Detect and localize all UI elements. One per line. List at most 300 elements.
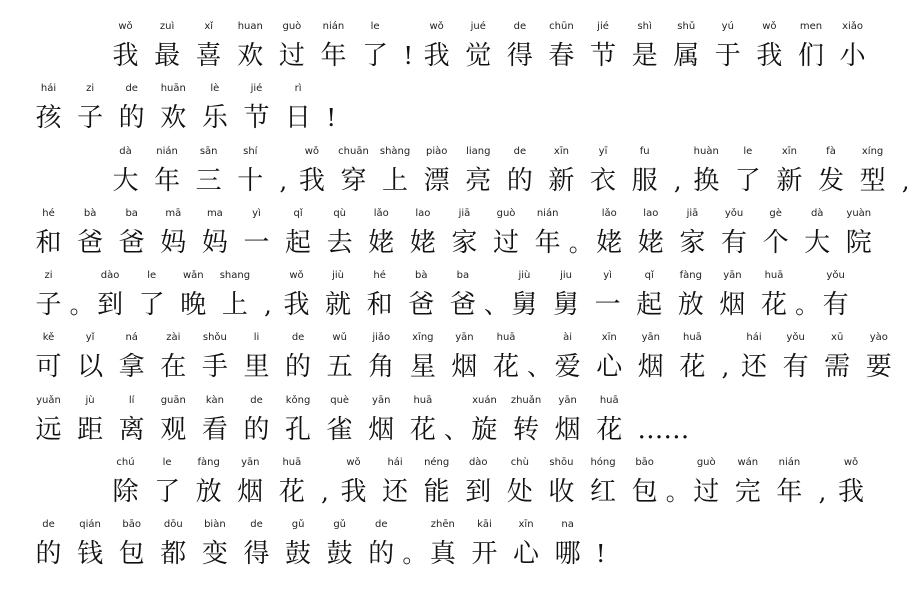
pinyin-annotation: dà: [119, 145, 132, 157]
hanzi-character: 子: [35, 290, 62, 321]
pinyin-annotation: lao: [643, 207, 659, 219]
character-cell: [469, 392, 500, 454]
punctuation-mark: 。: [568, 228, 593, 257]
hanzi-character: 新: [776, 165, 803, 196]
punctuation-mark: ,: [673, 166, 682, 195]
pinyin-annotation: guān: [160, 394, 186, 406]
character-cell: [283, 80, 314, 142]
pinyin-annotation: hái: [40, 83, 57, 95]
text-line: [33, 329, 892, 391]
character-cell: [75, 329, 106, 391]
pinyin-annotation: le: [162, 457, 172, 469]
hanzi-character: 新: [548, 165, 575, 196]
character-cell: [199, 516, 230, 578]
pinyin-annotation: xīn: [601, 332, 617, 344]
hanzi-character: 烟: [554, 414, 581, 445]
pinyin-annotation: ba: [125, 207, 138, 219]
punctuation-cell: [402, 516, 427, 578]
punctuation-cell: [665, 454, 690, 516]
character-cell: [110, 454, 141, 516]
hanzi-character: 最: [154, 41, 181, 71]
character-cell: [421, 143, 452, 205]
character-cell: [380, 454, 411, 516]
character-cell: [33, 267, 64, 329]
hanzi-character: 节: [243, 103, 270, 134]
pinyin-annotation: xū: [831, 332, 844, 344]
punctuation-cell: [69, 267, 94, 329]
hanzi-character: 鼓: [285, 539, 312, 570]
hanzi-character: 上: [221, 290, 248, 321]
pinyin-annotation: xīn: [781, 145, 797, 157]
hanzi-character: 还: [740, 352, 767, 383]
hanzi-character: 服: [631, 165, 658, 196]
pinyin-annotation: wǎn: [182, 270, 204, 282]
character-cell: [857, 143, 888, 205]
character-cell: [754, 18, 785, 80]
character-cell: [152, 454, 183, 516]
hanzi-character: 的: [35, 539, 62, 570]
character-cell: [199, 329, 230, 391]
pinyin-annotation: yān: [558, 394, 577, 406]
character-cell: [380, 143, 411, 205]
character-cell: [283, 516, 314, 578]
hanzi-character: 孩: [35, 103, 62, 134]
punctuation-mark: !: [403, 42, 413, 70]
pinyin-annotation: yào: [869, 332, 888, 344]
pinyin-annotation: xīng: [412, 332, 434, 344]
hanzi-character: 花: [278, 477, 305, 508]
hanzi-character: 的: [368, 539, 395, 570]
character-cell: [324, 392, 355, 454]
punctuation-mark: ,: [279, 166, 288, 195]
character-cell: [449, 329, 480, 391]
pinyin-annotation: yān: [372, 394, 391, 406]
character-cell: [629, 18, 660, 80]
character-cell: [116, 80, 147, 142]
hanzi-character: 变: [201, 539, 228, 570]
pinyin-annotation: lè: [210, 83, 220, 95]
pinyin-annotation: le: [147, 270, 157, 282]
hanzi-character: 觉: [465, 41, 492, 71]
pinyin-annotation: dà: [810, 207, 824, 219]
pinyin-annotation: rì: [294, 83, 302, 95]
character-cell: [463, 454, 494, 516]
character-cell: [504, 143, 535, 205]
hanzi-character: 大: [804, 227, 831, 258]
character-cell: [283, 329, 314, 391]
pinyin-annotation: kàn: [205, 394, 224, 406]
hanzi-character: 转: [513, 414, 540, 445]
punctuation-mark: ,: [818, 478, 827, 507]
pinyin-annotation: wǒ: [304, 145, 320, 157]
character-cell: [193, 454, 224, 516]
punctuation-mark: 。: [665, 478, 690, 507]
hanzi-character: 亮: [465, 165, 492, 196]
character-cell: [421, 18, 452, 80]
hanzi-character: 花: [493, 352, 520, 383]
pinyin-annotation: huān: [160, 83, 186, 95]
character-cell: [532, 205, 563, 267]
hanzi-character: 了: [734, 165, 761, 196]
punctuation-cell: [318, 454, 332, 516]
character-cell: [843, 205, 874, 267]
pinyin-annotation: shàng: [379, 145, 411, 157]
hanzi-character: 烟: [368, 414, 395, 445]
character-cell: [552, 516, 583, 578]
character-cell: [491, 329, 522, 391]
hanzi-character: 花: [596, 414, 623, 445]
pinyin-annotation: yuàn: [846, 207, 872, 219]
character-cell: [592, 267, 623, 329]
pinyin-annotation: fàng: [679, 270, 702, 282]
character-cell: [629, 454, 660, 516]
pinyin-annotation: zhēn: [430, 519, 455, 531]
character-cell: [283, 392, 314, 454]
hanzi-character: 乐: [201, 103, 228, 134]
character-cell: [366, 516, 397, 578]
hanzi-character: 有: [822, 290, 849, 321]
character-cell: [116, 392, 147, 454]
punctuation-cell: [568, 205, 593, 267]
punctuation-mark: ,: [264, 291, 272, 320]
pinyin-annotation: huan: [237, 21, 263, 32]
character-cell: [552, 329, 583, 391]
hanzi-character: 欢: [237, 41, 264, 71]
pinyin-annotation: nián: [778, 457, 801, 469]
character-cell: [193, 18, 224, 80]
hanzi-character: 心: [513, 539, 540, 570]
pinyin-annotation: hái: [387, 457, 403, 469]
character-cell: [588, 454, 619, 516]
punctuation-mark: 。: [402, 540, 427, 569]
pinyin-annotation: shang: [219, 270, 251, 282]
character-cell: [675, 267, 706, 329]
pinyin-annotation: ba: [456, 270, 470, 282]
pinyin-annotation: jù: [85, 394, 95, 406]
hanzi-character: 子: [77, 103, 104, 134]
pinyin-annotation: néng: [424, 457, 450, 469]
hanzi-character: 收: [548, 477, 575, 508]
pinyin-annotation: dào: [468, 457, 488, 469]
character-cell: [318, 18, 349, 80]
hanzi-character: 雀: [326, 414, 353, 445]
pinyin-annotation: men: [799, 21, 823, 32]
pinyin-annotation: chūn: [549, 21, 574, 32]
pinyin-annotation: yǒu: [826, 270, 845, 282]
pinyin-annotation: huā: [683, 332, 702, 344]
character-cell: [546, 454, 577, 516]
pinyin-annotation: xiǎo: [842, 21, 864, 32]
hanzi-character: 以: [77, 352, 104, 383]
hanzi-character: 除: [112, 477, 139, 508]
pinyin-annotation: jiu: [560, 270, 572, 282]
pinyin-annotation: yǒu: [724, 207, 744, 219]
character-cell: [691, 454, 722, 516]
pinyin-annotation: xīn: [518, 519, 534, 531]
character-cell: [33, 516, 64, 578]
pinyin-annotation: gè: [769, 207, 782, 219]
character-cell: [717, 267, 748, 329]
pinyin-annotation: de: [513, 21, 527, 32]
character-cell: [863, 329, 894, 391]
hanzi-character: 鼓: [326, 539, 353, 570]
hanzi-character: 爱: [554, 352, 581, 383]
punctuation-cell: [719, 329, 733, 391]
pinyin-annotation: nián: [156, 145, 178, 157]
pinyin-annotation: guò: [282, 21, 302, 32]
pinyin-annotation: wǔ: [332, 332, 347, 344]
pinyin-annotation: de: [42, 519, 55, 531]
pinyin-annotation: xíng: [861, 145, 884, 157]
character-cell: [193, 143, 224, 205]
hanzi-character: 日: [285, 103, 312, 134]
hanzi-character: 还: [382, 477, 409, 508]
character-cell: [407, 329, 438, 391]
character-cell: [95, 267, 126, 329]
hanzi-character: 远: [35, 414, 62, 445]
hanzi-character: 爸: [118, 227, 145, 258]
pinyin-annotation: shōu: [549, 457, 574, 469]
character-cell: [469, 516, 500, 578]
punctuation-mark: 。: [795, 291, 820, 320]
text-line: [33, 516, 833, 578]
pinyin-annotation: ài: [563, 332, 573, 344]
character-cell: [296, 143, 327, 205]
character-cell: [594, 205, 625, 267]
hanzi-character: 过: [278, 41, 305, 71]
text-line: [33, 267, 849, 329]
punctuation-cell: [527, 329, 552, 391]
hanzi-character: 的: [506, 165, 533, 196]
text-line: [33, 80, 833, 142]
hanzi-character: 型: [859, 165, 886, 196]
pinyin-annotation: hé: [373, 270, 386, 282]
hanzi-character: 小: [839, 41, 866, 71]
character-cell: [281, 267, 312, 329]
punctuation-mark: !: [326, 104, 336, 133]
hanzi-character: 舅: [553, 290, 580, 321]
pinyin-annotation: lí: [128, 394, 135, 406]
hanzi-character: 起: [285, 227, 312, 258]
character-cell: [671, 18, 702, 80]
pinyin-annotation: yuǎn: [36, 394, 61, 406]
hanzi-character: 姥: [637, 227, 664, 258]
pinyin-annotation: bà: [415, 270, 428, 282]
character-cell: [338, 143, 369, 205]
pinyin-annotation: nián: [536, 207, 559, 219]
character-cell: [199, 80, 230, 142]
character-cell: [158, 205, 189, 267]
pinyin-annotation: mā: [165, 207, 182, 219]
pinyin-annotation: li: [253, 332, 260, 344]
character-cell: [511, 516, 542, 578]
pinyin-annotation: bà: [83, 207, 97, 219]
pinyin-annotation: zhuǎn: [510, 394, 542, 406]
character-cell: [152, 143, 183, 205]
pinyin-annotation: xīn: [553, 145, 569, 157]
character-cell: [629, 143, 660, 205]
pinyin-annotation: huā: [282, 457, 302, 469]
hanzi-character: 要: [865, 352, 892, 383]
pinyin-text-document: [33, 18, 910, 579]
character-cell: [276, 18, 307, 80]
pinyin-annotation: zi: [44, 270, 53, 282]
pinyin-annotation: shí: [243, 145, 258, 157]
pinyin-annotation: yī: [598, 145, 608, 157]
character-cell: [739, 329, 770, 391]
pinyin-annotation: piào: [425, 145, 448, 157]
pinyin-annotation: yān: [723, 270, 742, 282]
hanzi-character: 旋: [471, 414, 498, 445]
pinyin-annotation: huā: [413, 394, 433, 406]
pinyin-annotation: lǎo: [601, 207, 617, 219]
pinyin-annotation: wǒ: [762, 21, 777, 32]
character-cell: [712, 18, 743, 80]
hanzi-character: 离: [118, 414, 145, 445]
pinyin-annotation: wǒ: [843, 457, 859, 469]
hanzi-character: 姥: [596, 227, 623, 258]
character-cell: [116, 205, 147, 267]
character-cell: [241, 80, 272, 142]
character-cell: [75, 80, 106, 142]
hanzi-character: 就: [325, 290, 352, 321]
hanzi-character: 手: [201, 352, 228, 383]
pinyin-annotation: yì: [252, 207, 261, 219]
character-cell: [241, 516, 272, 578]
character-cell: [158, 392, 189, 454]
hanzi-character: 开: [471, 539, 498, 570]
pinyin-annotation: yān: [241, 457, 260, 469]
pinyin-annotation: biàn: [204, 519, 226, 531]
punctuation-mark: ……: [637, 414, 690, 445]
hanzi-character: 爸: [408, 290, 435, 321]
punctuation-cell: [594, 516, 608, 578]
character-cell: [546, 18, 577, 80]
text-line: [33, 205, 872, 267]
pinyin-annotation: le: [743, 145, 753, 157]
hanzi-character: 我: [112, 41, 139, 71]
hanzi-character: 家: [451, 227, 478, 258]
hanzi-character: 了: [154, 477, 181, 508]
pinyin-annotation: chù: [510, 457, 529, 469]
character-cell: [837, 18, 868, 80]
pinyin-annotation: chuān: [338, 145, 369, 157]
hanzi-character: 春: [548, 41, 575, 71]
hanzi-character: 年: [534, 227, 561, 258]
pinyin-annotation: qǐ: [644, 270, 654, 282]
character-cell: [407, 392, 438, 454]
hanzi-character: 衣: [590, 165, 617, 196]
pinyin-annotation: kě: [42, 332, 55, 344]
pinyin-annotation: de: [291, 332, 305, 344]
hanzi-character: 们: [797, 41, 824, 71]
pinyin-annotation: wǒ: [289, 270, 304, 282]
hanzi-character: 放: [677, 290, 704, 321]
hanzi-character: 花: [409, 414, 436, 445]
hanzi-character: 舅: [511, 290, 538, 321]
hanzi-character: 都: [160, 539, 187, 570]
character-cell: [504, 454, 535, 516]
pinyin-annotation: fà: [826, 145, 836, 157]
pinyin-annotation: fàng: [197, 457, 220, 469]
character-cell: [760, 205, 791, 267]
pinyin-annotation: wǒ: [118, 21, 133, 32]
hanzi-character: 能: [423, 477, 450, 508]
hanzi-character: 于: [714, 41, 741, 71]
hanzi-character: 角: [368, 352, 395, 383]
character-cell: [116, 516, 147, 578]
character-cell: [33, 205, 64, 267]
character-cell: [677, 329, 708, 391]
hanzi-character: 我: [423, 41, 450, 71]
hanzi-character: 过: [493, 227, 520, 258]
hanzi-character: 十: [237, 165, 264, 196]
hanzi-character: 里: [243, 352, 270, 383]
text-line: [33, 143, 910, 205]
character-cell: [116, 329, 147, 391]
pinyin-annotation: na: [561, 519, 574, 531]
pinyin-annotation: huàn: [693, 145, 719, 157]
character-cell: [158, 80, 189, 142]
character-cell: [449, 205, 480, 267]
character-cell: [33, 392, 64, 454]
character-cell: [75, 516, 106, 578]
pinyin-annotation: huā: [496, 332, 516, 344]
pinyin-annotation: qián: [79, 519, 101, 531]
punctuation-cell: [276, 143, 290, 205]
character-cell: [219, 267, 250, 329]
hanzi-character: 距: [77, 414, 104, 445]
character-cell: [504, 18, 535, 80]
pinyin-annotation: shǒu: [202, 332, 227, 344]
hanzi-character: 的: [118, 103, 145, 134]
punctuation-mark: 、: [483, 291, 508, 320]
pinyin-annotation: de: [250, 519, 263, 531]
hanzi-character: 漂: [423, 165, 450, 196]
hanzi-character: 家: [679, 227, 706, 258]
character-cell: [594, 329, 625, 391]
pinyin-annotation: ná: [125, 332, 138, 344]
hanzi-character: 完: [734, 477, 761, 508]
pinyin-annotation: wán: [737, 457, 759, 469]
punctuation-cell: [443, 392, 468, 454]
character-cell: [110, 143, 141, 205]
hanzi-character: 的: [243, 414, 270, 445]
punctuation-cell: [483, 267, 508, 329]
character-cell: [324, 329, 355, 391]
pinyin-annotation: huā: [599, 394, 619, 406]
pinyin-annotation: yǐ: [85, 332, 95, 344]
character-cell: [235, 18, 266, 80]
hanzi-character: 三: [195, 165, 222, 196]
punctuation-mark: 、: [443, 415, 468, 444]
hanzi-character: 星: [409, 352, 436, 383]
character-cell: [324, 205, 355, 267]
punctuation-mark: ,: [901, 166, 910, 195]
hanzi-character: 了: [138, 290, 165, 321]
character-cell: [509, 267, 540, 329]
punctuation-mark: 。: [69, 291, 94, 320]
pinyin-annotation: huā: [764, 270, 784, 282]
pinyin-annotation: jiǎo: [372, 332, 391, 344]
pinyin-annotation: de: [513, 145, 527, 157]
character-cell: [822, 329, 853, 391]
punctuation-mark: 、: [527, 353, 552, 382]
punctuation-mark: ,: [321, 478, 329, 507]
pinyin-annotation: lǎo: [373, 207, 389, 219]
hanzi-character: 爸: [449, 290, 476, 321]
character-cell: [110, 18, 141, 80]
